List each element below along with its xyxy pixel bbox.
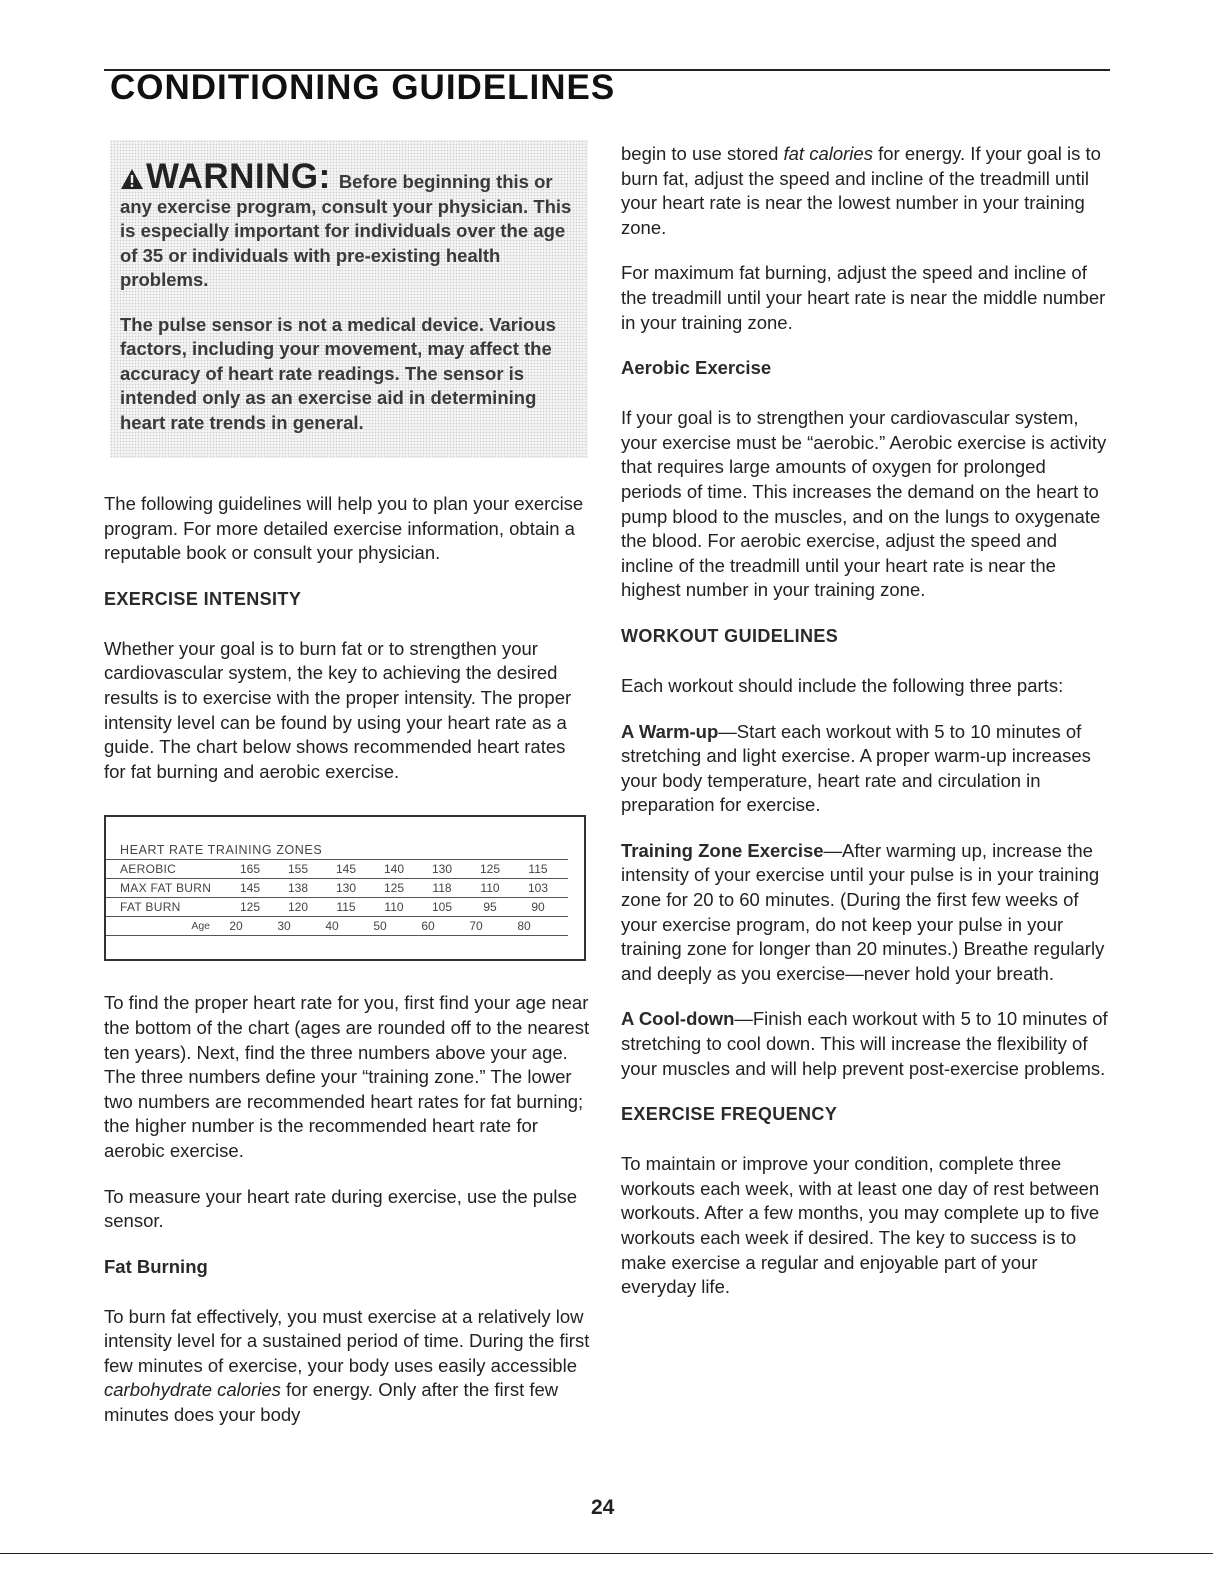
table-cell: 90 <box>531 900 545 915</box>
left-column <box>104 140 590 1428</box>
table-cell: 125 <box>383 881 405 896</box>
table-cell: 145 <box>335 862 357 877</box>
age-cell: 60 <box>421 919 435 934</box>
warm-up-lead: A Warm-up <box>621 720 719 742</box>
table-cell: 118 <box>432 881 452 896</box>
warning-paragraph-2: The pulse sensor is not a medical device. Various factors, including your movement, may affect the accuracy of heart rate readings. The sensor is intended only as an exercise aid in determining heart rate trends in general. <box>120 313 556 433</box>
age-cell: 80 <box>517 919 531 934</box>
table-cell: 110 <box>384 900 404 915</box>
table-cell: 145 <box>239 881 261 896</box>
cool-down-text: —Finish each workout with 5 to 10 minutes of stretching to cool down. This will increase the flexibility of your muscles and will help prevent post-exercise problems. <box>621 1008 1108 1079</box>
warm-up-paragraph <box>621 720 1108 818</box>
table-cell: 103 <box>527 881 549 896</box>
table-cell: 120 <box>287 900 309 915</box>
right-column <box>621 142 1108 1300</box>
continued-text-end: for energy. If your goal is to burn fat, adjust the speed and incline of the treadmill until your heart rate is near the lowest number in your training zone. <box>621 143 1101 238</box>
table-row <box>106 859 568 878</box>
age-cell: 50 <box>373 919 387 934</box>
table-cell: 125 <box>239 900 261 915</box>
table-cell: 130 <box>431 862 453 877</box>
max-fat-burning-paragraph: For maximum fat burning, adjust the speed and incline of the treadmill until your heart rate is near the middle number in your training zone. <box>621 262 1106 333</box>
heading-fat-burning: Fat Burning <box>104 1255 208 1277</box>
page-number: 24 <box>591 1496 615 1519</box>
age-cell: 30 <box>277 919 291 934</box>
heart-rate-table <box>104 815 586 961</box>
warning-box <box>110 140 588 458</box>
table-cell: 130 <box>335 881 357 896</box>
age-cell: 40 <box>325 919 339 934</box>
table-cell: 125 <box>479 862 501 877</box>
age-row <box>106 916 568 936</box>
table-row <box>106 897 568 916</box>
bottom-rule <box>0 1553 1213 1554</box>
table-cell: 140 <box>383 862 405 877</box>
fat-burning-paragraph <box>104 1305 590 1428</box>
page-title: CONDITIONING GUIDELINES <box>110 68 616 107</box>
warning-word: WARNING: <box>146 157 331 196</box>
table-cell: 105 <box>431 900 453 915</box>
age-cell: 70 <box>469 919 483 934</box>
age-label: Age <box>191 920 210 933</box>
warning-paragraph-1 <box>120 157 572 293</box>
fat-burning-text-end: for energy. Only after the first few minutes does your body <box>104 1379 559 1426</box>
cool-down-lead: A Cool-down <box>621 1008 735 1030</box>
warning-triangle-icon <box>120 168 144 190</box>
fat-burning-continued-paragraph <box>621 142 1108 240</box>
zone-label: FAT BURN <box>120 900 181 915</box>
heading-aerobic-exercise: Aerobic Exercise <box>621 357 772 379</box>
zone-label: MAX FAT BURN <box>120 881 212 896</box>
find-heart-rate-paragraph: To find the proper heart rate for you, first find your age near the bottom of the chart (ages are rounded off to the nearest ten years). Next, find the three numbers above your age. The three numbers define your “training zone.” The lower two numbers are recommended heart rates for fat burning; the higher number is the recommended heart rate for aerobic exercise. <box>104 992 590 1161</box>
table-cell: 155 <box>287 862 309 877</box>
age-cell: 20 <box>229 919 243 934</box>
heading-exercise-intensity: EXERCISE INTENSITY <box>104 588 302 609</box>
table-cell: 110 <box>480 881 500 896</box>
continued-text: begin to use stored <box>621 143 784 164</box>
table-cell: 138 <box>287 881 309 896</box>
table-cell: 115 <box>528 862 548 877</box>
measure-paragraph: To measure your heart rate during exercise, use the pulse sensor. <box>104 1185 578 1232</box>
table-cell: 115 <box>336 900 356 915</box>
training-zone-paragraph <box>621 839 1108 987</box>
fat-burning-emphasis: carbohydrate calories <box>104 1379 281 1401</box>
heart-rate-table-title: HEART RATE TRAINING ZONES <box>120 843 323 858</box>
intro-paragraph: The following guidelines will help you to plan your exercise program. For more detailed exercise information, obtain a reputable book or consult your physician. <box>104 493 584 564</box>
heading-exercise-frequency: EXERCISE FREQUENCY <box>621 1104 838 1125</box>
cool-down-paragraph <box>621 1007 1108 1081</box>
frequency-paragraph: To maintain or improve your condition, complete three workouts each week, with at least one day of rest between workouts. After a few months, you may complete up to five workouts each week if desired. The key to success is to make exercise a regular and enjoyable part of your everyday life. <box>621 1153 1100 1298</box>
table-row <box>106 878 568 897</box>
intensity-paragraph: Whether your goal is to burn fat or to strengthen your cardiovascular system, the key to achieving the desired results is to exercise with the proper intensity. The proper intensity level can be found by using your heart rate as a guide. The chart below shows recommended heart rates for fat burning and aerobic exercise. <box>104 637 572 782</box>
fat-burning-text: To burn fat effectively, you must exercise at a relatively low intensity level for a sustained period of time. During the first few minutes of exercise, your body uses easily accessible <box>104 1305 590 1376</box>
training-zone-lead: Training Zone Exercise <box>621 839 824 861</box>
table-cell: 95 <box>483 900 497 915</box>
continued-emphasis: fat calories <box>783 143 873 164</box>
workout-intro-paragraph: Each workout should include the following three parts: <box>621 674 1064 696</box>
training-zone-text: —After warming up, increase the intensity of your exercise until your pulse is in your training zone for 20 to 60 minutes. (During the first few weeks of your exercise program, do not keep your pulse in your training zone for longer than 20 minutes.) Breathe regularly and deeply as you exercise—never hold your breath. <box>621 839 1105 984</box>
warm-up-text: —Start each workout with 5 to 10 minutes of stretching and light exercise. A proper warm-up increases your body temperature, heart rate and circulation in preparation for exercise. <box>621 720 1091 816</box>
table-cell: 165 <box>239 862 261 877</box>
zone-label: AEROBIC <box>120 862 177 877</box>
heading-workout-guidelines: WORKOUT GUIDELINES <box>621 625 839 646</box>
aerobic-paragraph: If your goal is to strengthen your cardiovascular system, your exercise must be “aerobic.” Aerobic exercise is activity that requires large amounts of oxygen for prolonged periods of time. This increases the demand on the heart to pump blood to the muscles, and on the lungs to oxygenate the blood. For aerobic exercise, adjust the speed and incline of the treadmill until your heart rate is near the highest number in your training zone. <box>621 407 1107 601</box>
warning-text-1: Before beginning this or any exercise program, consult your physician. This is especially important for individuals over the age of 35 or individuals with pre-existing health problems. <box>120 171 572 290</box>
